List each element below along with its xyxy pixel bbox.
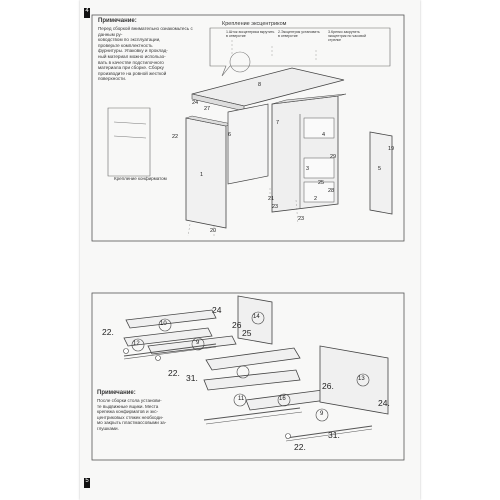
top-note-line: производите на ровной жесткой xyxy=(98,70,167,76)
top-note-line: вать в качестве подстилочного xyxy=(98,59,164,65)
bottom-note-line: те выдвижные ящики. Места xyxy=(97,403,159,409)
bottom-note-line: центриковых стяжек необходи- xyxy=(97,414,164,420)
eccentric-step-1: 1.Шток эксцентрика вкрутить в отверстие xyxy=(226,30,275,39)
page-number-bottom: 5 xyxy=(84,478,90,488)
part-label: 8 xyxy=(258,82,262,88)
bottom-note-line: После сборки стола установи- xyxy=(97,398,162,403)
drawer2-fastener-31: 31. xyxy=(328,430,340,440)
top-note-title: Примечание: xyxy=(98,18,137,24)
bottom-note-body xyxy=(97,398,197,432)
drawer2-fastener-26: 26. xyxy=(322,381,334,391)
drawer2-part-13: 13 xyxy=(358,376,365,382)
bottom-note-line: крепежа конфирматов и экс- xyxy=(97,409,159,415)
drawer1-fastener-22a: 22. xyxy=(102,327,114,337)
top-note-line: Перед сборкой внимательно ознакомьтесь с данным ру- xyxy=(98,26,193,37)
part-label: 5 xyxy=(378,166,382,172)
drawer1-part-14: 14 xyxy=(253,314,260,320)
drawer2-fastener-22: 22. xyxy=(294,442,306,452)
fastener-label: 28 xyxy=(328,188,335,194)
drawer1-part-9: 9 xyxy=(196,340,200,346)
eccentric-step-3: 3.Крепко закрутить эксцентрик по часовой стрелке xyxy=(328,30,366,43)
drawer1-fastener-26: 26 xyxy=(232,320,242,330)
fastener-label: 29 xyxy=(330,154,337,160)
part-label: 1 xyxy=(200,172,204,178)
part-label: 2 xyxy=(314,196,318,202)
fastener-label: 22 xyxy=(172,134,179,140)
top-note-line: проверьте комплектность xyxy=(98,42,153,48)
top-note-line: фурнитуры. Упаковку и проклад- xyxy=(98,48,168,54)
drawer1-fastener-24: 24 xyxy=(212,305,222,315)
fastener-label: 23 xyxy=(298,216,305,222)
page-number-top: 4 xyxy=(84,8,90,18)
eccentric-title: Крепление эксцентриком xyxy=(222,21,287,27)
fastener-label: 24 xyxy=(192,100,199,106)
top-note-line: поверхности. xyxy=(98,76,127,82)
fastener-label: 27 xyxy=(204,106,211,112)
drawer2-part-9: 9 xyxy=(320,411,324,417)
fastener-label: 25 xyxy=(318,180,325,186)
top-note-line: ководством по эксплуатации, xyxy=(98,37,161,43)
drawer2-part-11: 11 xyxy=(238,396,245,402)
part-label: 4 xyxy=(322,132,326,138)
bottom-note-title: Примечание: xyxy=(97,390,136,396)
top-note-line: ный материал можно использо- xyxy=(98,53,166,59)
part-label: 3 xyxy=(306,166,310,172)
eccentric-step-2: 2.Эксцентрик установить в отверстие xyxy=(278,30,320,39)
drawer1-part-10: 10 xyxy=(160,321,167,327)
bottom-note-line: мо закрыть пластмассовыми за- xyxy=(97,420,167,426)
drawer1-fastener-22b: 22. xyxy=(168,368,180,378)
drawer1-part-12: 12 xyxy=(133,341,140,347)
drawer1-fastener-25: 25 xyxy=(242,328,252,338)
drawer2-fastener-24: 24. xyxy=(378,398,390,408)
drawer2-part-16: 16 xyxy=(279,396,286,402)
part-label: 7 xyxy=(276,120,280,126)
top-note-line: материала при сборке. Сборку xyxy=(98,65,164,71)
fastener-label: 21 xyxy=(268,196,275,202)
bottom-note-line: глушками. xyxy=(97,425,119,431)
drawer1-fastener-31: 31. xyxy=(186,373,198,383)
confirmat-title: Крепление конфирматом xyxy=(114,176,167,181)
part-label: 6 xyxy=(228,132,232,138)
fastener-label: 20 xyxy=(210,228,217,234)
fastener-label: 23 xyxy=(272,204,279,210)
fastener-label: 19 xyxy=(388,146,395,152)
